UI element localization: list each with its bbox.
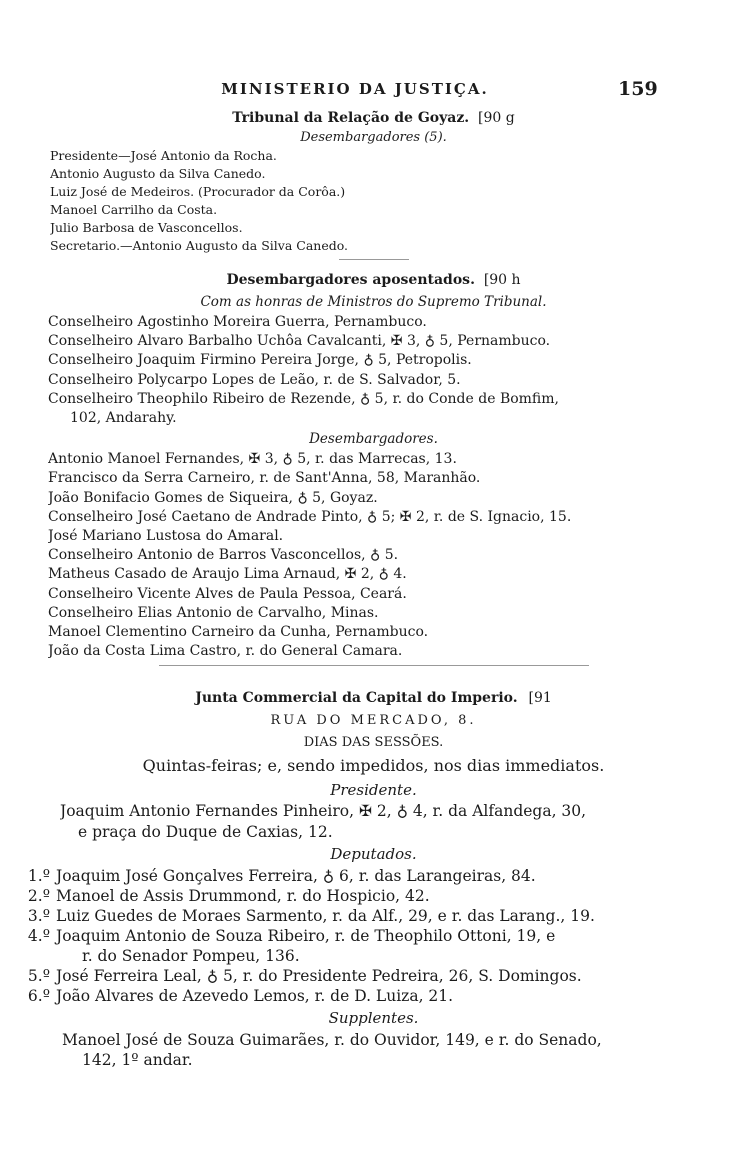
item-text: José Ferreira Leal, ♁ 5, r. do Presidente Pedreira, 26, S. Domingos. <box>56 967 582 985</box>
page-number: 159 <box>618 78 658 100</box>
deputados-list <box>0 866 747 1006</box>
deputados-heading: Deputados. <box>330 845 417 863</box>
list-item: Joaquim Antonio Fernandes Pinheiro, ✠ 2, ♁ 4, r. da Alfandega, 30, <box>60 802 587 820</box>
list-item: Luiz José de Medeiros. (Procurador da Corôa.) <box>50 184 346 199</box>
item-text: Joaquim José Gonçalves Ferreira, ♁ 6, r. das Larangeiras, 84. <box>56 867 536 885</box>
list-item-continuation: r. do Senador Pompeu, 136. <box>82 947 300 965</box>
list-item: Conselheiro Vicente Alves de Paula Pessoa, Ceará. <box>48 585 407 602</box>
divider <box>339 259 409 260</box>
section-tribunal-goyaz <box>0 108 747 260</box>
list-item: Conselheiro Polycarpo Lopes de Leão, r. de S. Salvador, 5. <box>48 371 461 388</box>
list-item: Manoel Clementino Carneiro da Cunha, Pernambuco. <box>48 624 429 641</box>
list-item: João Bonifacio Gomes de Siqueira, ♁ 5, Goyaz. <box>48 489 378 506</box>
entry-list <box>0 450 747 661</box>
list-item: José Mariano Lustosa do Amaral. <box>48 528 284 545</box>
list-item: Antonio Manoel Fernandes, ✠ 3, ♁ 5, r. das Marrecas, 13. <box>48 451 457 468</box>
section-title-tail: [90 h <box>483 272 521 288</box>
list-item: João da Costa Lima Castro, r. do General Camara. <box>48 643 403 660</box>
section-subtitle: Com as honras de Ministros do Supremo Tribunal. <box>200 294 547 310</box>
list-item: Conselheiro Theophilo Ribeiro de Rezende, ♁ 5, r. do Conde de Bomfim, <box>48 390 559 407</box>
list-item: Conselheiro Joaquim Firmino Pereira Jorge, ♁ 5, Petropolis. <box>48 352 472 369</box>
list-item: Manoel José de Souza Guimarães, r. do Ouvidor, 149, e r. do Senado, <box>62 1031 602 1049</box>
item-text: Luiz Guedes de Moraes Sarmento, r. da Alf., 29, e r. das Larang., 19. <box>56 907 595 925</box>
section-subtitle: Desembargadores (5). <box>300 130 447 145</box>
list-item: Francisco da Serra Carneiro, r. de Sant'Anna, 58, Maranhão. <box>48 470 481 487</box>
list-item <box>22 906 747 926</box>
list-item: Conselheiro Agostinho Moreira Guerra, Pernambuco. <box>48 314 427 330</box>
section-title-text: Junta Commercial da Capital do Imperio. <box>195 690 518 706</box>
address: RUA DO MERCADO, 8. <box>270 713 477 728</box>
list-item: e praça do Duque de Caxias, 12. <box>78 823 333 841</box>
list-item: Presidente—José Antonio da Rocha. <box>50 148 277 163</box>
list-item: Conselheiro Elias Antonio de Carvalho, Minas. <box>48 604 379 621</box>
item-text: Manoel de Assis Drummond, r. do Hospicio, 42. <box>56 887 430 905</box>
item-text: Joaquim Antonio de Souza Ribeiro, r. de Theophilo Ottoni, 19, e <box>56 927 556 945</box>
list-item: Secretario.—Antonio Augusto da Silva Canedo. <box>50 238 349 253</box>
list-item <box>22 886 747 906</box>
divider <box>159 665 589 666</box>
list-item <box>22 926 747 946</box>
presidente-entry <box>0 801 747 843</box>
list-item: Conselheiro Antonio de Barros Vasconcellos, ♁ 5. <box>48 547 399 564</box>
item-text: João Alvares de Azevedo Lemos, r. de D. Luiza, 21. <box>56 987 454 1005</box>
list-item <box>22 986 747 1006</box>
section-title-text: Desembargadores aposentados. <box>226 272 475 288</box>
presidente-heading: Presidente. <box>330 781 417 799</box>
entry-list <box>0 313 747 428</box>
supplentes-entry <box>0 1030 747 1070</box>
list-item: Manoel Carrilho da Costa. <box>50 202 218 217</box>
item-number: 5.º <box>27 967 50 985</box>
list-item <box>22 866 747 886</box>
section-title <box>0 686 747 710</box>
item-number: 6.º <box>27 987 50 1005</box>
entry-list <box>0 147 747 255</box>
list-item: Conselheiro Alvaro Barbalho Uchôa Cavalcanti, ✠ 3, ♁ 5, Pernambuco. <box>48 333 551 350</box>
days-text: Quintas-feiras; e, sendo impedidos, nos dias immediatos. <box>142 756 605 775</box>
section-desembargadores-aposentados <box>0 270 747 666</box>
list-item <box>22 966 747 986</box>
section-title-tail: [91 <box>528 690 552 706</box>
page-header <box>0 78 747 102</box>
list-item: Antonio Augusto da Silva Canedo. <box>50 166 266 181</box>
section-title-tail: [90 g <box>478 110 515 126</box>
list-item: 102, Andarahy. <box>70 410 177 427</box>
item-number: 4.º <box>27 927 50 945</box>
list-item: Conselheiro José Caetano de Andrade Pinto, ♁ 5; ✠ 2, r. de S. Ignacio, 15. <box>48 508 572 525</box>
item-number: 2.º <box>27 887 50 905</box>
list-item: Matheus Casado de Araujo Lima Arnaud, ✠ 2, ♁ 4. <box>48 566 407 583</box>
days-heading: DIAS DAS SESSÕES. <box>303 735 444 750</box>
supplentes-heading: Supplentes. <box>328 1009 419 1027</box>
section-title <box>0 270 747 291</box>
section-title <box>0 108 747 128</box>
list-item: 142, 1º andar. <box>82 1051 193 1069</box>
item-number: 3.º <box>27 907 50 925</box>
running-title: MINISTERIO DA JUSTIÇA. <box>221 80 489 98</box>
section-junta-commercial <box>0 686 747 1070</box>
item-number: 1.º <box>27 867 50 885</box>
list-item: Julio Barbosa de Vasconcellos. <box>50 220 243 235</box>
section-subtitle: Desembargadores. <box>309 431 438 448</box>
section-title-text: Tribunal da Relação de Goyaz. <box>232 110 470 126</box>
